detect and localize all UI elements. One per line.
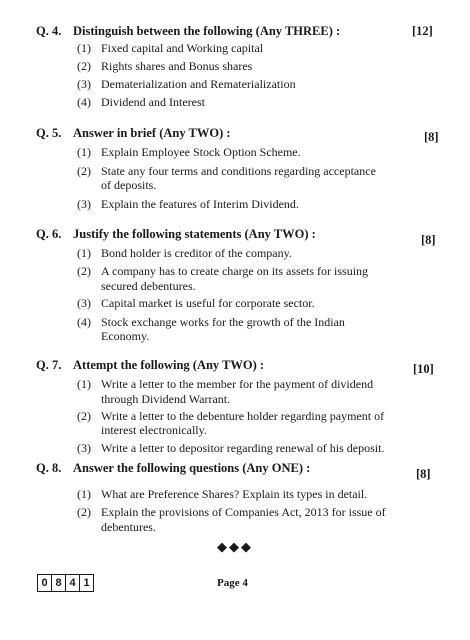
item-text-continued: Economy. [101, 329, 150, 343]
item-number: (2) [77, 59, 91, 73]
item-text: Write a letter to the member for the payment of dividend [101, 377, 374, 391]
question-5 [0, 126, 470, 211]
item-text: Write a letter to depositor regarding renewal of his deposit. [101, 441, 385, 455]
item-text-continued: of deposits. [101, 178, 157, 192]
paper-code-box [37, 574, 94, 592]
code-digit: 8 [52, 575, 66, 591]
question-7 [0, 358, 470, 455]
question-number: Q. 8. [36, 461, 62, 475]
item-text: Rights shares and Bonus shares [101, 59, 253, 73]
code-digit: 0 [38, 575, 52, 591]
item-number: (4) [77, 315, 91, 329]
question-title: Answer in brief (Any TWO) : [73, 126, 231, 140]
code-digit: 1 [83, 577, 90, 589]
question-marks: [10] [413, 362, 434, 376]
section-separator: ◆◆◆ [217, 539, 253, 554]
item-number: (3) [77, 197, 91, 211]
item-text-continued: secured debentures. [101, 279, 196, 293]
item-number: (1) [77, 145, 91, 159]
item-text: A company has to create charge on its assets for issuing [101, 264, 369, 278]
item-text: State any four terms and conditions regarding acceptance [101, 164, 376, 178]
item-text: Capital market is useful for corporate sector. [101, 296, 315, 310]
question-title: Justify the following statements (Any TWO) : [73, 227, 316, 241]
item-number: (1) [77, 41, 91, 55]
item-number: (3) [77, 296, 91, 310]
item-number: (1) [77, 487, 91, 501]
item-text-continued: debentures. [101, 520, 156, 534]
item-text: Fixed capital and Working capital [101, 41, 264, 55]
item-number: (1) [77, 246, 91, 260]
code-digit: 4 [66, 575, 80, 591]
item-text: Bond holder is creditor of the company. [101, 246, 292, 260]
item-number: (3) [77, 77, 91, 91]
question-title: Distinguish between the following (Any THREE) : [73, 24, 341, 38]
item-text: Dematerialization and Rematerialization [101, 77, 296, 91]
item-number: (1) [77, 377, 91, 391]
question-marks: [8] [424, 130, 439, 144]
item-number: (2) [77, 409, 91, 423]
item-number: (3) [77, 441, 91, 455]
question-marks: [12] [412, 24, 433, 38]
question-marks: [8] [416, 467, 431, 481]
item-text: Explain the features of Interim Dividend. [101, 197, 299, 211]
question-marks: [8] [421, 233, 436, 247]
item-text-continued: interest electronically. [101, 423, 207, 437]
item-text-continued: through Dividend Warrant. [101, 392, 231, 406]
question-number: Q. 5. [36, 126, 62, 140]
question-number: Q. 4. [36, 24, 62, 38]
item-number: (2) [77, 264, 91, 278]
question-6 [0, 227, 470, 343]
item-number: (4) [77, 95, 91, 109]
item-text: Stock exchange works for the growth of the Indian [101, 315, 345, 329]
question-title: Attempt the following (Any TWO) : [73, 358, 265, 372]
question-title: Answer the following questions (Any ONE) : [73, 461, 311, 475]
question-8 [0, 461, 470, 534]
item-text: Write a letter to the debenture holder regarding payment of [101, 409, 385, 423]
item-text: Dividend and Interest [101, 95, 205, 109]
item-number: (2) [77, 505, 91, 519]
question-4 [0, 24, 470, 109]
question-number: Q. 6. [36, 227, 62, 241]
item-text: Explain the provisions of Companies Act, 2013 for issue of [101, 505, 386, 519]
item-text: What are Preference Shares? Explain its types in detail. [101, 487, 368, 501]
page-number: Page 4 [217, 577, 248, 589]
question-number: Q. 7. [36, 358, 62, 372]
item-text: Explain Employee Stock Option Scheme. [101, 145, 301, 159]
item-number: (2) [77, 164, 91, 178]
